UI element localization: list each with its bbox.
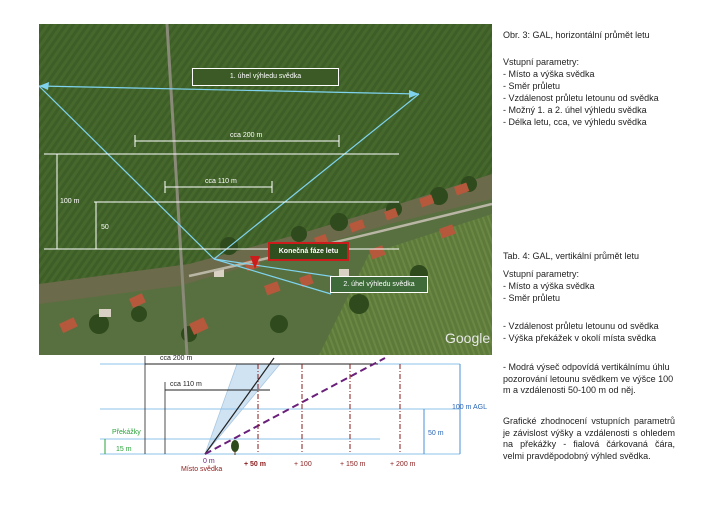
figure3-caption: Obr. 3: GAL, horizontální průmět letu [503, 30, 650, 40]
final-phase-label: Konečná fáze letu [268, 242, 349, 261]
table4-param: - Směr průletu [503, 293, 561, 303]
table4-param: - Místo a výška svědka [503, 281, 595, 291]
profile-50m-label: 50 m [428, 430, 444, 437]
profile-tick-label: + 50 m [244, 461, 266, 468]
profile-tick-label: + 150 m [340, 461, 366, 468]
profile-tick-label: + 200 m [390, 461, 416, 468]
table4-caption: Tab. 4: GAL, vertikální průmět letu [503, 251, 640, 261]
figure3-param: - Vzdálenost průletu letounu od svědka [503, 93, 659, 103]
vertical-profile-diagram [40, 356, 492, 474]
figure3-param: - Směr průletu [503, 81, 561, 91]
h50-photo-label: 50 [101, 224, 109, 231]
table4-param: - Výška překážek v okolí místa svědka [503, 333, 657, 343]
figure3-param: - Délka letu, cca, ve výhledu svědka [503, 117, 647, 127]
profile-tick-label: + 100 [294, 461, 312, 468]
profile-obstacles-label: Překážky [112, 429, 141, 436]
google-watermark: Google [445, 330, 491, 346]
profile-zero-label: 0 m [203, 458, 215, 465]
profile-agl100-label: 100 m AGL [452, 404, 488, 411]
figure3-param: - Možný 1. a 2. úhel výhledu svědka [503, 105, 647, 115]
cca200-photo-label: cca 200 m [230, 132, 263, 139]
profile-15m-label: 15 m [116, 446, 132, 453]
profile-cca200-label: cca 200 m [160, 355, 193, 362]
table4-params-title: Vstupní parametry: [503, 269, 580, 279]
figure3-param: - Místo a výška svědka [503, 69, 595, 79]
angle1-label: 1. úhel výhledu svědka [192, 68, 339, 86]
table4-note: - Modrá výseč odpovídá vertikálnímu úhlu pozorování letounu svědkem ve výšce 100 m a vzdálenosti 50-100 m od něj. [503, 362, 674, 395]
profile-cca110-label: cca 110 m [170, 381, 202, 388]
table4-param: - Vzdálenost průletu letounu od svědka [503, 321, 659, 331]
profile-witness-label: Místo svědka [181, 466, 223, 473]
table4-summary: Grafické zhodnocení vstupních parametrů je závislost výšky a vzdálenosti s ohledem na překážky - fialová čárkovaná čára, velmi pravděpodobný výhled svědka. [503, 416, 675, 461]
cca110-photo-label: cca 110 m [205, 178, 237, 185]
h100-photo-label: 100 m [60, 198, 80, 205]
figure3-params-title: Vstupní parametry: [503, 57, 580, 67]
angle2-label: 2. úhel výhledu svědka [330, 276, 428, 293]
